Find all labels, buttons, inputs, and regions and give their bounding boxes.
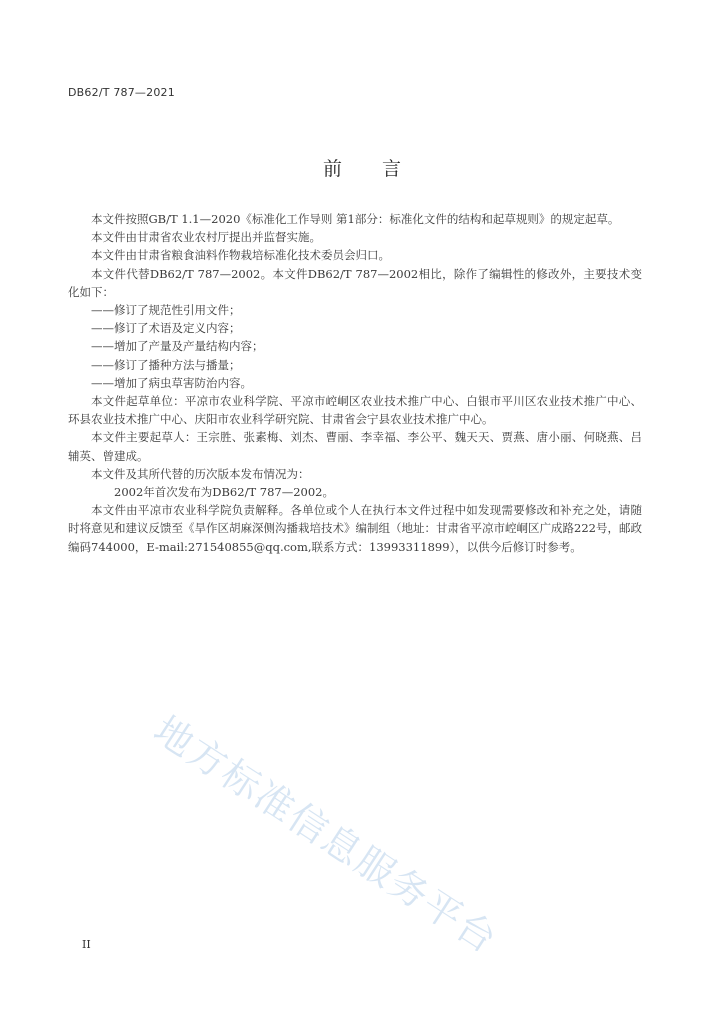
change-item: ——增加了产量及产量结构内容；: [91, 339, 264, 354]
paragraph-standard-basis: 本文件按照GB/T 1.1—2020《标准化工作导则 第1部分：标准化文件的结构和起草规则》的规定起草。: [91, 212, 620, 226]
paragraph-committee: 本文件由甘肃省粮食油料作物栽培标准化技术委员会归口。: [91, 248, 390, 263]
page-number: II: [82, 938, 91, 951]
change-item: ——修订了规范性引用文件；: [91, 303, 241, 318]
history-item: 2002年首次发布为DB62/T 787—2002。: [114, 485, 334, 500]
watermark: 地方标准信息服务平台: [146, 707, 506, 963]
preface-body: [68, 210, 642, 556]
paragraph-drafters: 本文件主要起草人：王宗胜、张素梅、刘杰、曹丽、李幸福、李公平、魏天天、贾燕、唐小丽、何晓燕、吕辅英、曾建成。: [68, 430, 642, 463]
paragraph-replacement: 本文件代替DB62/T 787—2002。本文件DB62/T 787—2002相比，除作了编辑性的修改外，主要技术变化如下：: [68, 266, 642, 299]
change-item: ——修订了术语及定义内容；: [91, 321, 241, 336]
paragraph-drafting-units: 本文件起草单位：平凉市农业科学院、平凉市崆峒区农业技术推广中心、白银市平川区农业技术推广中心、环县农业技术推广中心、庆阳市农业科学研究院、甘肃省会宁县农业技术推广中心。: [68, 394, 642, 427]
change-item: ——增加了病虫草害防治内容。: [91, 375, 252, 390]
paragraph-contact: 本文件由平凉市农业科学院负责解释。各单位或个人在执行本文件过程中如发现需要修改和补充之处，请随时将意见和建议反馈至《旱作区胡麻深侧沟播栽培技术》编制组（地址：甘肃省平凉市崆峒区广成路222号，邮政编码744000，E-mail:271540855@qq.com,联系方式：13993311899），以供今后修订时参考。: [68, 503, 642, 554]
page-title: 前言: [322, 158, 441, 180]
paragraph-proposer: 本文件由甘肃省农业农村厅提出并监督实施。: [91, 230, 321, 245]
paragraph-history-intro: 本文件及其所代替的历次版本发布情况为：: [91, 466, 310, 481]
change-item: ——修订了播种方法与播量；: [91, 357, 241, 372]
document-code: DB62/T 787—2021: [68, 86, 175, 99]
